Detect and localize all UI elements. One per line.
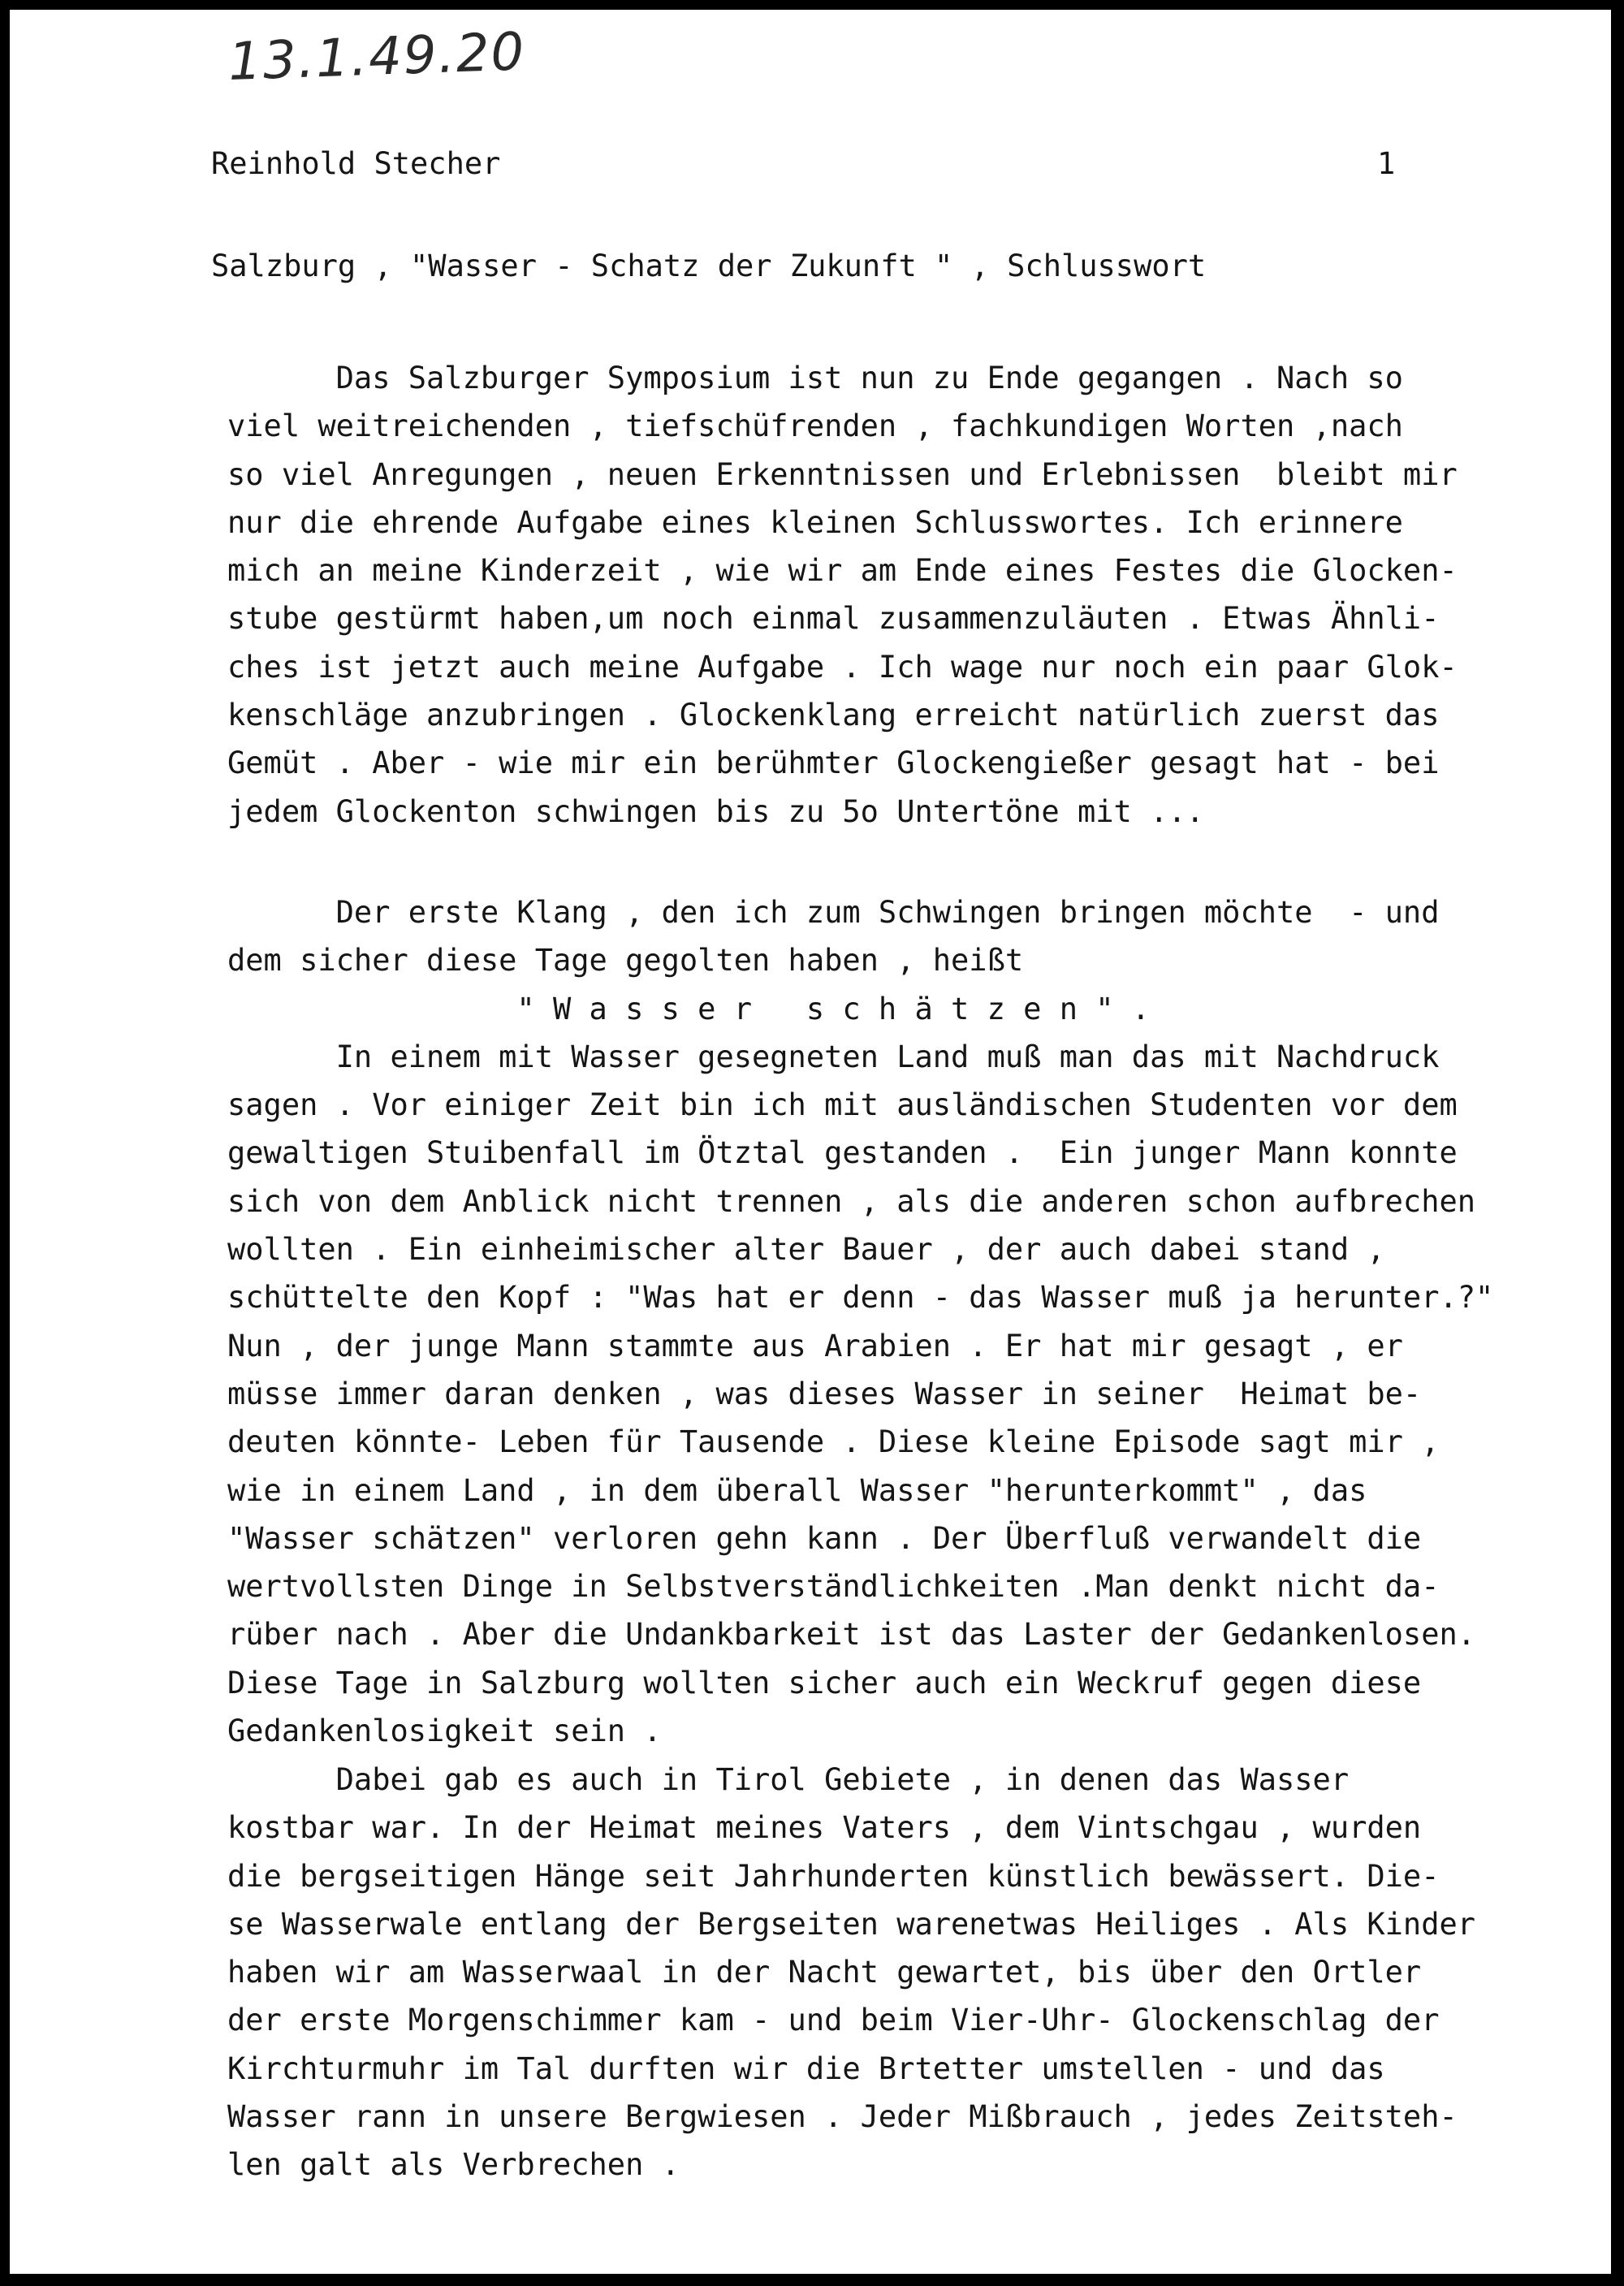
text-line: sich von dem Anblick nicht trennen , als die anderen schon aufbrechen bbox=[227, 1183, 1476, 1219]
text-line: Dabei gab es auch in Tirol Gebiete , in denen das Wasser bbox=[227, 1762, 1350, 1797]
text-line: Diese Tage in Salzburg wollten sicher auch ein Weckruf gegen diese bbox=[227, 1665, 1422, 1700]
text-line: kostbar war. In der Heimat meines Vaters , dem Vintschgau , wurden bbox=[227, 1810, 1422, 1846]
text-line: Das Salzburger Symposium ist nun zu Ende gegangen . Nach so bbox=[227, 361, 1403, 395]
text-line: mich an meine Kinderzeit , wie wir am Ende eines Festes die Glocken- bbox=[227, 553, 1458, 589]
text-line: Wasser rann in unsere Bergwiesen . Jeder Mißbrauch , jedes Zeitsteh- bbox=[227, 2099, 1458, 2135]
document-page bbox=[10, 10, 1611, 2274]
text-line: gewaltigen Stuibenfall im Ötztal gestanden . Ein junger Mann konnte bbox=[227, 1135, 1458, 1171]
text-line: Kirchturmuhr im Tal durften wir die Brtetter umstellen - und das bbox=[227, 2050, 1385, 2086]
text-line: nur die ehrende Aufgabe eines kleinen Schlusswortes. Ich erinnere bbox=[227, 504, 1403, 540]
text-line: haben wir am Wasserwaal in der Nacht gewartet, bis über den Ortler bbox=[227, 1955, 1422, 1990]
document-title: Salzburg , "Wasser - Schatz der Zukunft " , Schlusswort bbox=[211, 248, 1207, 283]
text-line: wollten . Ein einheimischer alter Bauer , der auch dabei stand , bbox=[227, 1232, 1385, 1268]
text-line: kenschläge anzubringen . Glockenklang erreicht natürlich zuerst das bbox=[227, 698, 1440, 733]
paragraph-1 bbox=[227, 354, 1559, 836]
paragraph-3 bbox=[227, 1756, 1559, 2189]
author-name: Reinhold Stecher bbox=[211, 146, 501, 181]
text-line: stube gestürmt haben,um noch einmal zusammenzuläuten . Etwas Ähnli- bbox=[227, 601, 1440, 637]
text-line: der erste Morgenschimmer kam - und beim Vier-Uhr- Glockenschlag der bbox=[227, 2003, 1440, 2038]
text-line: schüttelte den Kopf : "Was hat er denn - das Wasser muß ja herunter.?" bbox=[227, 1280, 1494, 1316]
text-line: müsse immer daran denken , was dieses Wasser in seiner Heimat be- bbox=[227, 1376, 1422, 1411]
text-line: In einem mit Wasser gesegneten Land muß man das mit Nachdruck bbox=[227, 1039, 1440, 1074]
text-line: jedem Glockenton schwingen bis zu 5o Untertöne mit ... bbox=[227, 793, 1204, 829]
text-line: wie in einem Land , in dem überall Wasser "herunterkommt" , das bbox=[227, 1472, 1367, 1508]
text-line: ches ist jetzt auch meine Aufgabe . Ich wage nur noch ein paar Glok- bbox=[227, 649, 1458, 685]
text-line: deuten könnte- Leben für Tausende . Diese kleine Episode sagt mir , bbox=[227, 1424, 1440, 1460]
text-line: wertvollsten Dinge in Selbstverständlichkeiten .Man denkt nicht da- bbox=[227, 1569, 1440, 1605]
handwritten-reference: 13.1.49.20 bbox=[227, 22, 527, 93]
text-line: len galt als Verbrechen . bbox=[227, 2147, 680, 2183]
text-line: rüber nach . Aber die Undankbarkeit ist das Laster der Gedankenlosen. bbox=[227, 1617, 1476, 1653]
text-line: Gedankenlosigkeit sein . bbox=[227, 1713, 662, 1749]
paragraph-2 bbox=[227, 888, 1559, 1755]
text-line: Nun , der junge Mann stammte aus Arabien . Er hat mir gesagt , er bbox=[227, 1328, 1403, 1363]
text-line: Gemüt . Aber - wie mir ein berühmter Glockengießer gesagt hat - bei bbox=[227, 745, 1440, 781]
text-line: dem sicher diese Tage gegolten haben , heißt bbox=[227, 943, 1024, 979]
text-line: se Wasserwale entlang der Bergseiten warenetwas Heiliges . Als Kinder bbox=[227, 1906, 1476, 1942]
text-line: viel weitreichenden , tiefschüfrenden , fachkundigen Worten ,nach bbox=[227, 408, 1403, 444]
text-line: Der erste Klang , den ich zum Schwingen bringen möchte - und bbox=[227, 895, 1440, 930]
text-line: sagen . Vor einiger Zeit bin ich mit ausländischen Studenten vor dem bbox=[227, 1087, 1458, 1123]
text-line: "Wasser schätzen" verloren gehn kann . Der Überfluß verwandelt die bbox=[227, 1520, 1422, 1556]
text-line: so viel Anregungen , neuen Erkenntnissen und Erlebnissen bleibt mir bbox=[227, 456, 1458, 492]
page-number: 1 bbox=[1377, 146, 1396, 181]
text-line: die bergseitigen Hänge seit Jahrhunderten künstlich bewässert. Die- bbox=[227, 1858, 1440, 1894]
emphasized-phrase: " W a s s e r s c h ä t z e n " . bbox=[227, 991, 1151, 1026]
